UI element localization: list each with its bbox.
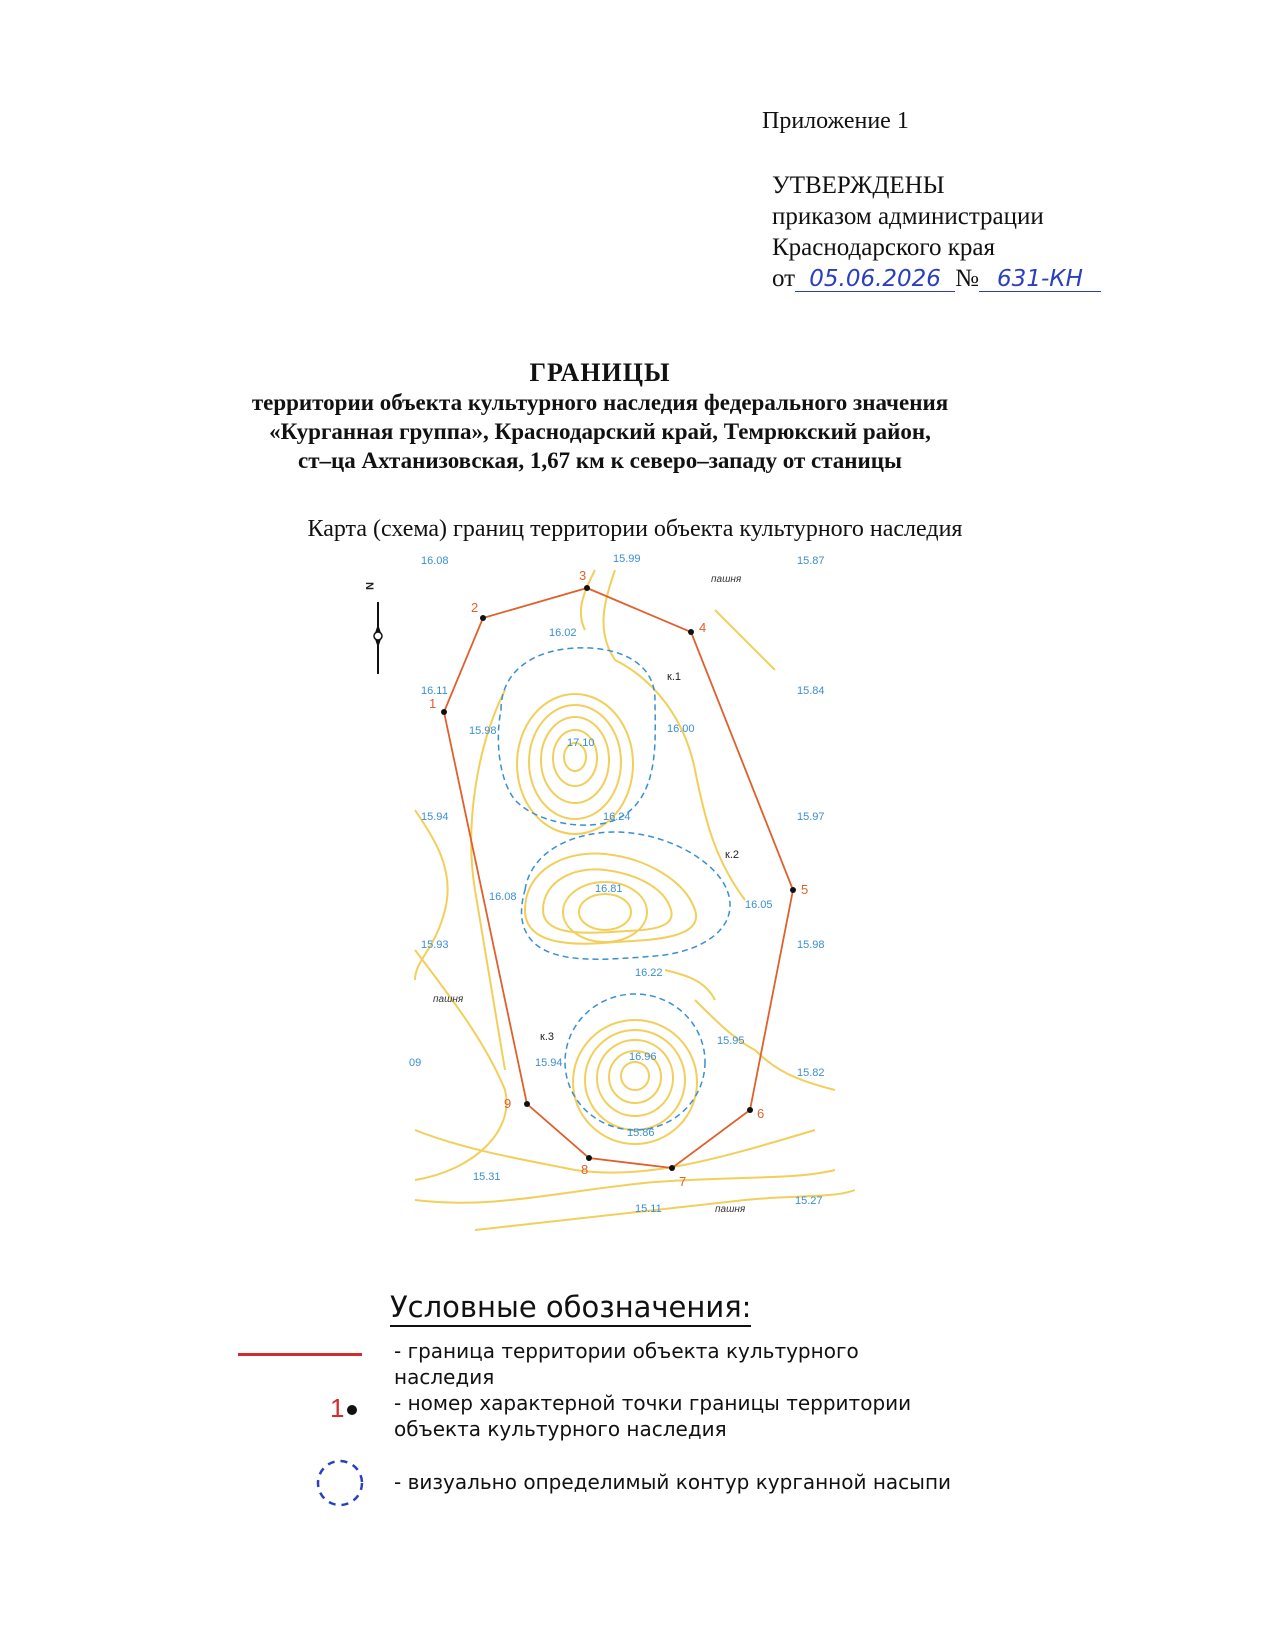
elevation-mark: 09: [409, 1057, 422, 1069]
elevation-mark: 15.87: [797, 555, 825, 567]
legend-boundary-text: [394, 1338, 859, 1390]
elevation-mark: 15.86: [627, 1127, 655, 1139]
field-label: пашня: [433, 994, 464, 1005]
elevation-mark: 15.95: [717, 1035, 745, 1047]
boundary-point-8: [586, 1155, 592, 1161]
mound-label-2: к.2: [725, 849, 739, 861]
north-label: N: [363, 582, 375, 590]
mound-peak-1: 17.10: [567, 737, 595, 749]
mound-peak-2: 16.81: [595, 883, 623, 895]
mound-peak-3: 16.96: [629, 1051, 657, 1063]
point-label-5: 5: [801, 882, 809, 897]
handwritten-date: 05.06.2026: [795, 267, 955, 292]
map-field: [409, 553, 855, 1230]
boundary-point-2: [480, 615, 486, 621]
elevation-mark: 15.94: [421, 811, 449, 823]
elevation-mark: 16.11: [421, 685, 448, 697]
point-label-4: 4: [699, 620, 707, 635]
field-labels: [433, 574, 746, 1215]
elevation-mark: 15.11: [635, 1203, 662, 1215]
title-line-1: территории объекта культурного наследия федерального значения: [251, 390, 949, 415]
boundary-point-6: [747, 1107, 753, 1113]
point-label-3: 3: [579, 568, 587, 583]
approved-label: УТВЕРЖДЕНЫ: [772, 172, 945, 199]
from-label: от: [772, 265, 796, 292]
title-line-2: «Курганная группа», Краснодарский край, Темрюкский район,: [269, 419, 931, 444]
boundary-point-1: [441, 709, 447, 715]
legend-point-symbol: [330, 1393, 357, 1424]
elevation-mark: 16.00: [667, 723, 695, 735]
boundary-point-3: [584, 585, 590, 591]
boundary-point-9: [524, 1101, 530, 1107]
legend-mound-text: - визуально определимый контур курганной насыпи: [394, 1470, 952, 1494]
order-date-number: [772, 263, 1101, 294]
territory-boundary: [444, 588, 793, 1168]
legend-point-line-2: объекта культурного наследия: [394, 1417, 727, 1441]
handwritten-number: 631-КН: [979, 267, 1101, 292]
legend-mound-symbol: [314, 1457, 366, 1509]
boundary-point-7: [669, 1165, 675, 1171]
point-label-8: 8: [581, 1162, 589, 1177]
order-line-2: Краснодарского края: [772, 234, 995, 261]
elevation-mark: 16.08: [489, 891, 517, 903]
elevation-mark: 15.98: [469, 725, 497, 737]
legend-point-line-1: - номер характерной точки границы территории: [394, 1391, 912, 1415]
legend-boundary-line-2: наследия: [394, 1365, 495, 1389]
legend-title: Условные обозначения:: [390, 1290, 751, 1327]
mound-label-1: к.1: [667, 671, 681, 683]
north-arrow: [363, 582, 382, 674]
map-caption: Карта (схема) границ территории объекта культурного наследия: [307, 516, 963, 542]
title-line-3: ст–ца Ахтанизовская, 1,67 км к северо–западу от станицы: [297, 448, 903, 473]
boundary-point-5: [790, 887, 796, 893]
legend-boundary-symbol: [238, 1353, 362, 1356]
elevation-mark: 16.02: [549, 627, 577, 639]
legend-point-number: 1: [330, 1393, 345, 1423]
point-label-9: 9: [504, 1096, 512, 1111]
elevation-mark: 16.05: [745, 899, 773, 911]
title-main: ГРАНИЦЫ: [529, 358, 671, 387]
appendix-label: Приложение 1: [762, 108, 909, 134]
elevation-mark: 15.27: [795, 1195, 823, 1207]
legend-boundary-line-1: - граница территории объекта культурного: [394, 1339, 859, 1363]
elevation-mark: 15.31: [473, 1171, 501, 1183]
elevation-mark: 16.22: [635, 967, 663, 979]
point-label-2: 2: [471, 600, 479, 615]
elevation-mark: 15.84: [797, 685, 825, 697]
number-label: №: [955, 265, 979, 292]
boundary-map: [360, 553, 860, 1270]
elevation-mark: 15.93: [421, 939, 449, 951]
elevation-mark: 15.97: [797, 811, 825, 823]
point-label-1: 1: [429, 696, 437, 711]
field-label: пашня: [711, 574, 742, 585]
boundary-points: [441, 585, 796, 1171]
order-line-1: приказом администрации: [772, 203, 1044, 230]
elevation-mark: 16.24: [603, 811, 631, 823]
point-label-7: 7: [679, 1174, 687, 1189]
boundary-point-4: [688, 629, 694, 635]
elevation-mark: 15.98: [797, 939, 825, 951]
elevation-mark: 15.99: [613, 553, 641, 565]
elevation-mark: 16.08: [421, 555, 449, 567]
elevation-mark: 15.82: [797, 1067, 825, 1079]
point-label-6: 6: [757, 1106, 765, 1121]
approval-block: [772, 170, 1101, 294]
elevation-mark: 15.94: [535, 1057, 563, 1069]
document-title: [0, 358, 1200, 475]
legend-point-dot: [347, 1405, 357, 1415]
legend-point-text: [394, 1390, 911, 1442]
field-label: пашня: [715, 1204, 746, 1215]
mound-label-3: к.3: [540, 1031, 554, 1043]
